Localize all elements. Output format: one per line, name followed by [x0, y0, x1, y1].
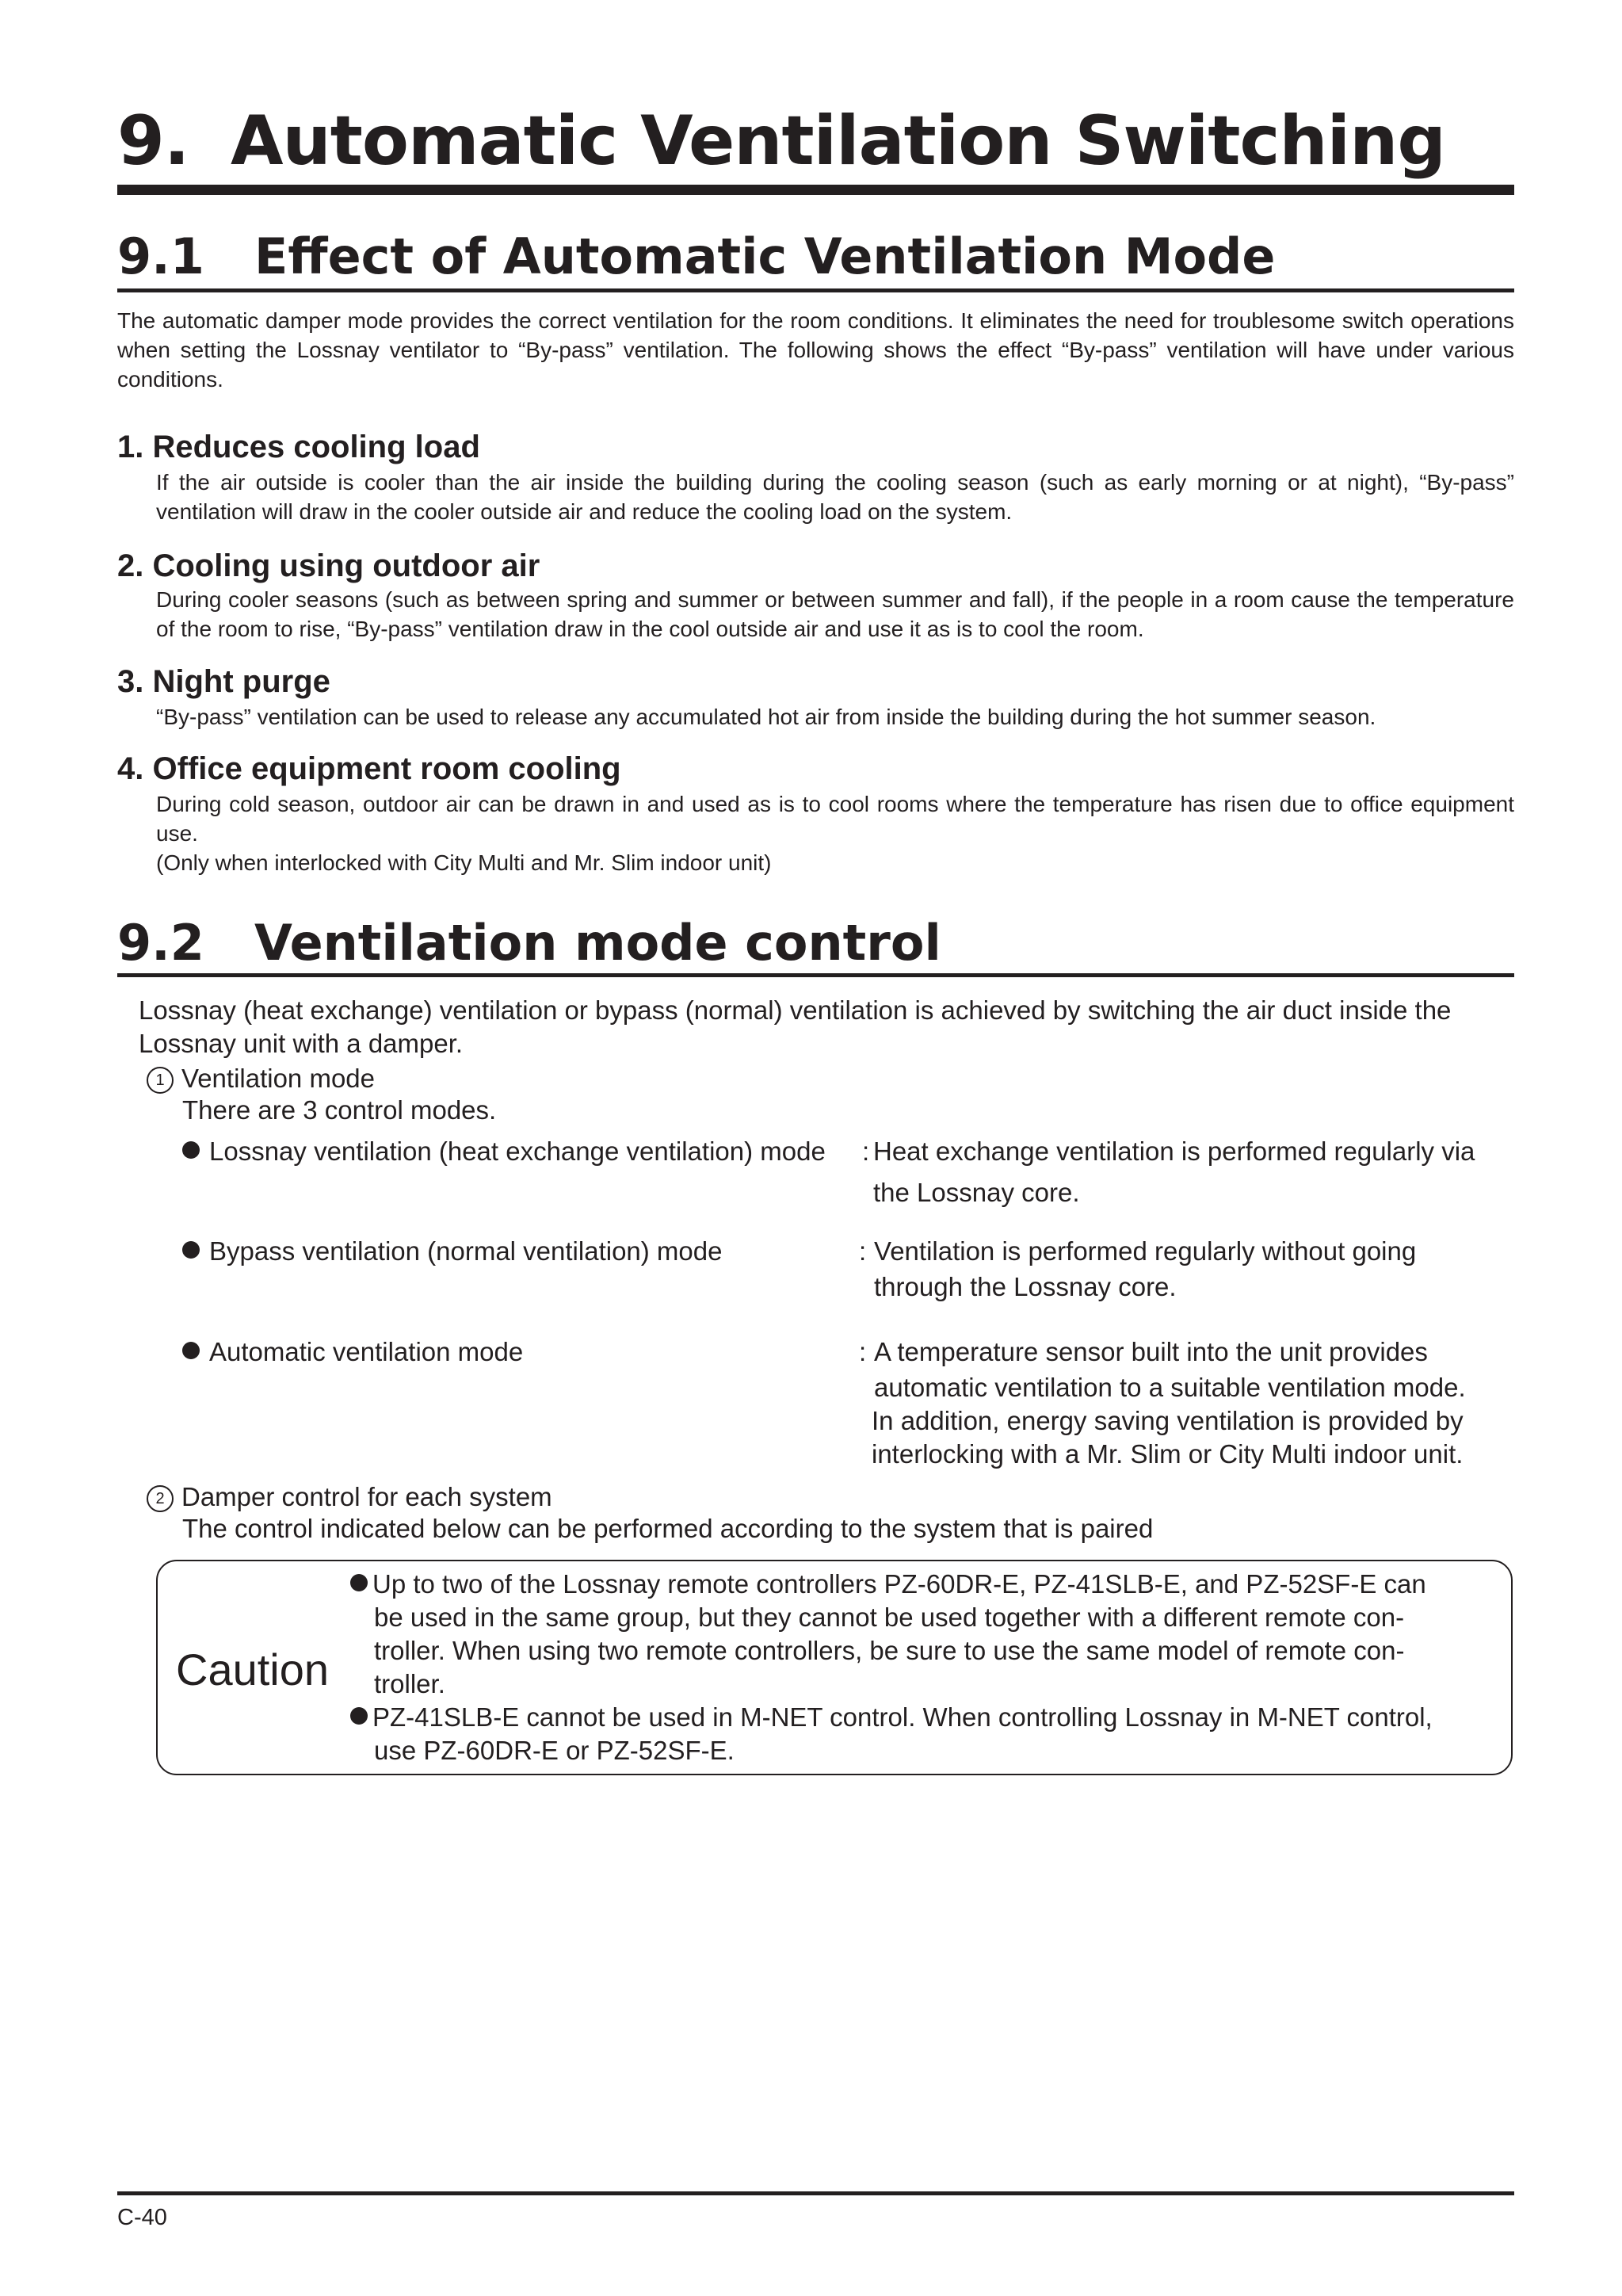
mode-colon: :: [859, 1236, 867, 1266]
bullet-icon: [182, 1342, 200, 1359]
mode-name: Bypass ventilation (normal ventilation) mode: [209, 1236, 723, 1266]
damper-control-sub: The control indicated below can be performed according to the system that is paired: [182, 1514, 1154, 1543]
damper-control-item: [147, 1480, 552, 1514]
mode-desc-line: through the Lossnay core.: [874, 1272, 1177, 1301]
caution-line: Up to two of the Lossnay remote controllers PZ-60DR-E, PZ-41SLB-E, and PZ-52SF-E can: [372, 1569, 1426, 1599]
section-2-rule: [117, 973, 1514, 977]
page-title-number: 9.: [117, 101, 189, 181]
caution-label: Caution: [176, 1645, 330, 1694]
caution-line: PZ-41SLB-E cannot be used in M-NET control. When controlling Lossnay in M-NET control,: [372, 1702, 1433, 1732]
page-number: C-40: [117, 2205, 167, 2230]
section-1-intro: The automatic damper mode provides the correct ventilation for the room conditions. It eliminates the need for troublesome switch operations when setting the Lossnay ventilator to “By-pass” ventilation. The following shows the effect “By-pass” ventilation will have under various conditions.: [117, 308, 1514, 392]
ventilation-mode-sub: There are 3 control modes.: [182, 1095, 497, 1125]
title-rule: [117, 185, 1514, 195]
caution-line: troller. When using two remote controllers, be sure to use the same model of remote con-: [374, 1636, 1405, 1665]
item-note-4: (Only when interlocked with City Multi and Mr. Slim indoor unit): [156, 850, 772, 875]
item-heading-1: 1. Reduces cooling load: [117, 430, 480, 464]
item-heading-2: 2. Cooling using outdoor air: [117, 548, 540, 583]
caution-bullet-1: [350, 1568, 1426, 1601]
section-2-intro-line-1: Lossnay (heat exchange) ventilation or bypass (normal) ventilation is achieved by switching the air duct inside the: [139, 995, 1452, 1025]
mode-desc-line: Ventilation is performed regularly without going: [874, 1236, 1417, 1266]
page-title: [117, 97, 1512, 185]
section-1-heading: [117, 225, 1512, 288]
section-1-rule: [117, 288, 1514, 292]
caution-line: be used in the same group, but they cannot be used together with a different remote con-: [374, 1603, 1405, 1632]
mode-row-lossnay: [182, 1135, 826, 1168]
mode-name: Automatic ventilation mode: [209, 1337, 524, 1366]
footer-rule: [117, 2191, 1514, 2195]
section-2-title: Ventilation mode control: [254, 914, 941, 972]
mode-desc-line: automatic ventilation to a suitable ventilation mode.: [874, 1373, 1466, 1402]
bullet-icon: [350, 1707, 368, 1725]
section-2-heading: [117, 911, 1512, 975]
mode-colon: :: [862, 1137, 870, 1166]
section-2-number: 9.2: [117, 914, 204, 972]
bullet-icon: [350, 1574, 368, 1591]
ventilation-mode-item: [147, 1062, 375, 1095]
ventilation-mode-label: Ventilation mode: [181, 1064, 376, 1093]
caution-bullet-2: [350, 1701, 1433, 1734]
mode-row-bypass: [182, 1235, 722, 1268]
item-text-1: If the air outside is cooler than the air inside the building during the cooling season (such as early morning or at night), “By-pass” ventilation will draw in the cooler outside air and reduce the cooling load on the system.: [156, 470, 1514, 524]
mode-desc-line: interlocking with a Mr. Slim or City Multi indoor unit.: [872, 1439, 1464, 1469]
caution-line: use PZ-60DR-E or PZ-52SF-E.: [374, 1736, 735, 1765]
section-1-number: 9.1: [117, 227, 204, 285]
mode-desc-line: Heat exchange ventilation is performed regularly via: [873, 1137, 1475, 1166]
item-heading-4: 4. Office equipment room cooling: [117, 751, 621, 786]
item-text-2: During cooler seasons (such as between spring and summer or between summer and fall), if the people in a room cause the temperature of the room to rise, “By-pass” ventilation draw in the cool outside air and use it as is to cool the room.: [156, 587, 1514, 641]
mode-desc-line: In addition, energy saving ventilation is provided by: [872, 1406, 1464, 1435]
mode-desc-line: the Lossnay core.: [873, 1178, 1080, 1207]
caution-line: troller.: [374, 1669, 445, 1698]
section-2-intro-line-2: Lossnay unit with a damper.: [139, 1029, 464, 1058]
section-1-title: Effect of Automatic Ventilation Mode: [254, 227, 1276, 285]
item-text-4: During cold season, outdoor air can be drawn in and used as is to cool rooms where the temperature has risen due to office equipment use.: [156, 792, 1514, 846]
circled-number-icon: 2: [147, 1485, 174, 1512]
circled-number-icon: 1: [147, 1067, 174, 1094]
item-heading-3: 3. Night purge: [117, 664, 330, 699]
mode-name: Lossnay ventilation (heat exchange ventilation) mode: [209, 1137, 826, 1166]
page-title-text: Automatic Ventilation Switching: [231, 101, 1445, 181]
mode-colon: :: [859, 1337, 867, 1366]
mode-desc-line: A temperature sensor built into the unit provides: [874, 1337, 1428, 1366]
mode-row-automatic: [182, 1335, 523, 1369]
damper-control-label: Damper control for each system: [181, 1482, 552, 1511]
item-text-3: “By-pass” ventilation can be used to release any accumulated hot air from inside the building during the hot summer season.: [156, 705, 1376, 729]
bullet-icon: [182, 1141, 200, 1159]
bullet-icon: [182, 1241, 200, 1259]
